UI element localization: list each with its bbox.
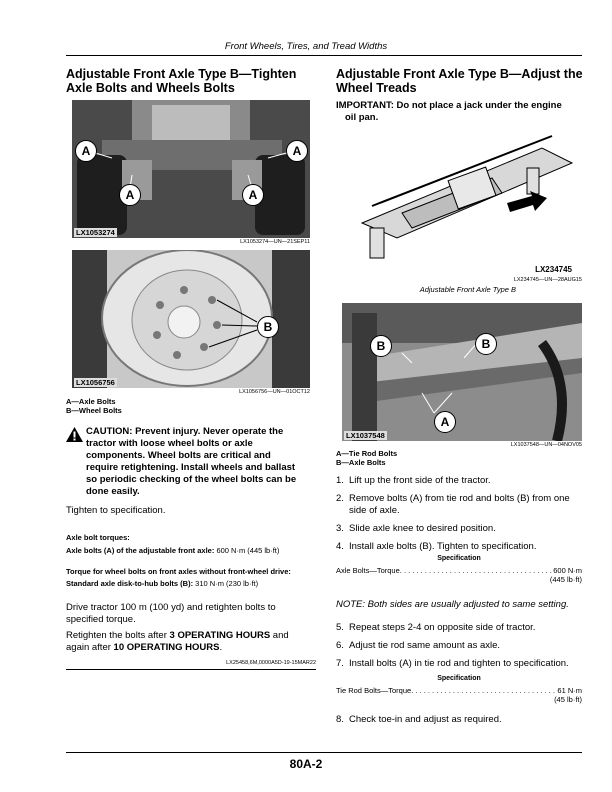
tie-rod-illustration (342, 303, 582, 441)
tie-rod-photo (342, 303, 582, 441)
spec-row: Axle Bolts—Torque . . . 600 N·m (445 lb·ft) (336, 566, 582, 584)
section-end-rule (66, 669, 316, 670)
torque-spec-block: Axle bolt torques: Axle bolts (A) of the adjustable front axle: 600 N·m (445 lb·ft) Torque for wheel bolts on front axles without front-wheel drive: Standard axle disk-to-hub bolts (B): 310 N·m (230 lb·ft) (66, 533, 291, 588)
callout-a: A (75, 140, 97, 162)
list-item: 8. Check toe-in and adjust as required. (336, 714, 502, 725)
drive-text: Drive tractor 100 m (100 yd) and retighten bolts to specified torque. (66, 602, 276, 625)
list-item: 1. Lift up the front side of the tractor. (336, 475, 491, 486)
note-text: NOTE: Both sides are usually adjusted to same setting. (336, 599, 569, 610)
important-notice: IMPORTANT: Do not place a jack under the engine oil pan. (336, 100, 562, 123)
axle-bolts-photo (72, 100, 310, 238)
spec-row: Tie Rod Bolts—Torque . . . 61 N·m (45 lb·ft) (336, 686, 582, 704)
footer-rule (66, 752, 582, 753)
front-axle-line-drawing (342, 128, 582, 276)
tighten-text: Tighten to specification. (66, 505, 166, 516)
header-rule (66, 55, 582, 56)
callout-b: B (257, 316, 279, 338)
running-header: Front Wheels, Tires, and Tread Widths (224, 41, 388, 52)
list-item: 2. Remove bolts (A) from tie rod and bolts (B) from one side of axle. (336, 493, 570, 516)
list-item: 6. Adjust tie rod same amount as axle. (336, 640, 501, 651)
drawing-subcaption: Adjustable Front Axle Type B (419, 285, 516, 294)
legend: A—Tie Rod Bolts B—Axle Bolts (336, 449, 398, 467)
steps-list (336, 475, 582, 559)
legend: A—Axle Bolts B—Wheel Bolts (66, 397, 122, 415)
wheel-bolts-photo (72, 250, 310, 388)
callout-a: A (119, 184, 141, 206)
warning-triangle-icon (66, 427, 83, 442)
page-number: 80A-2 (289, 757, 323, 771)
list-item: 4. Install axle bolts (B). Tighten to specification. (336, 541, 537, 552)
list-item: 7. Install bolts (A) in tie rod and tighten to specification. (336, 658, 569, 669)
left-heading: Adjustable Front Axle Type B—Tighten Axle Bolts and Wheels Bolts (66, 67, 297, 95)
right-heading: Adjustable Front Axle Type B—Adjust the Wheel Treads (336, 67, 583, 95)
caution-text: CAUTION: Prevent injury. Never operate the tractor with loose wheel bolts or axle components. Wheel bolts are critical and require retightening. Install wheels and ballast so periodic checking of the wheel bolts can be done easily. (86, 426, 297, 497)
photo-caption: LX1056756—UN—01OCT12 (239, 389, 310, 395)
photo-id: LX1056756 (76, 378, 115, 387)
drawing-id: LX234745 (535, 265, 572, 274)
axle-drawing (342, 128, 582, 276)
photo-id: LX1053274 (76, 228, 115, 237)
list-item: 3. Slide axle knee to desired position. (336, 523, 496, 534)
spec-title: Specification (437, 555, 481, 562)
callout-a: A (434, 411, 456, 433)
photo-id: LX1037548 (346, 431, 385, 440)
reference-code: LX25458,6M,0000A5D-19-15MAR22 (226, 660, 316, 666)
photo-caption: LX1053274—UN—21SEP11 (240, 239, 310, 245)
list-item: 5. Repeat steps 2-4 on opposite side of tractor. (336, 622, 536, 633)
callout-a: A (286, 140, 308, 162)
drawing-caption: LX234745—UN—28AUG15 (513, 277, 582, 283)
tractor-front-illustration (72, 100, 310, 238)
callout-b: B (370, 335, 392, 357)
callout-b: B (475, 333, 497, 355)
steps-list (336, 622, 582, 676)
spec-title: Specification (437, 675, 481, 682)
retighten-text: Retighten the bolts after 3 OPERATING HOURS and again after 10 OPERATING HOURS. (66, 630, 289, 653)
photo-caption: LX1037548—UN—04NOV05 (510, 442, 582, 448)
callout-a: A (242, 184, 264, 206)
